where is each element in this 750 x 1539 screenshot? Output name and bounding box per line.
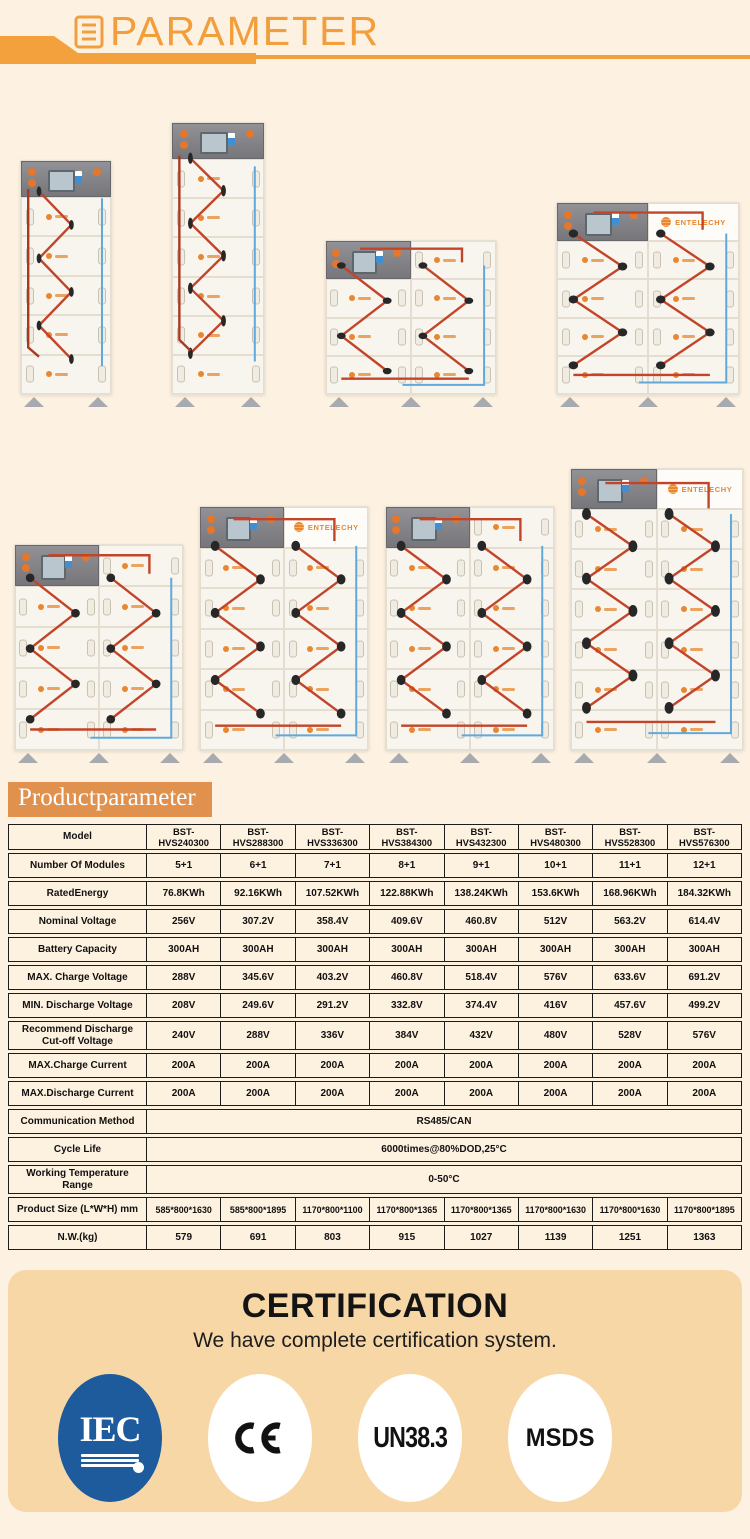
battery-module [326,356,411,394]
product-gallery-row-2 [0,420,750,778]
battery-module [172,316,264,355]
table-cell: 288V [221,1022,295,1049]
certification-badges [0,1374,702,1502]
battery-module [386,629,470,670]
battery-module [648,356,739,394]
battery-module [200,588,284,629]
table-row [8,853,742,878]
battery-tower-5+1 [20,160,112,410]
battery-module [21,197,111,236]
table-cell: 576V [692,1030,716,1041]
table-cell: 249.6V [221,994,295,1017]
table-cell: 803 [296,1226,370,1249]
table-cell: 1170*800*1100 [296,1198,370,1221]
table-cell: 307.2V [221,910,295,933]
table-span-cell: 6000times@80%DOD,25°C [381,1144,507,1155]
certification-badge-msds: MSDS [508,1374,612,1502]
brand-logo-icon [294,522,304,532]
table-cell: 200A [370,1082,444,1105]
page-title: PARAMETER [110,8,381,54]
table-cell: 457.6V [593,994,667,1017]
table-cell: 579 [147,1226,221,1249]
table-cell: 1251 [593,1226,667,1249]
table-cell: BST-HVS480300 [519,825,593,849]
table-cell: BST-HVS528300 [593,825,667,849]
battery-module [470,548,554,589]
battery-module [21,315,111,354]
row-label: Product Size (L*W*H) mm [9,1198,147,1221]
table-cell: 5+1 [147,854,221,877]
battery-module [21,276,111,315]
table-cell: 300AH [296,938,370,961]
table-cell: 480V [519,1022,593,1049]
table-cell: 200A [692,1060,717,1071]
battery-tower-11+1 [385,506,555,766]
battery-module [557,279,648,317]
certification-badge-iec: IEC [58,1374,162,1502]
table-row [8,1081,742,1106]
control-unit [200,507,284,548]
battery-module [99,627,183,668]
battery-module [411,356,496,394]
battery-module [284,710,368,751]
table-row [8,1137,742,1162]
brand-logo: ENTELECHY [284,507,368,548]
table-cell: 256V [147,910,221,933]
table-cell: 168.96KWh [593,882,667,905]
row-label: MAX. Charge Voltage [9,966,147,989]
table-cell: 416V [519,994,593,1017]
row-label: MIN. Discharge Voltage [9,994,147,1017]
table-cell: 499.2V [688,1000,721,1011]
table-cell: 12+1 [693,860,716,871]
table-cell: 200A [296,1054,370,1077]
battery-module [172,198,264,237]
control-unit [326,241,411,279]
battery-module [470,629,554,670]
certification-title: CERTIFICATION [241,1287,509,1325]
battery-module [648,279,739,317]
tower-feet [171,395,265,410]
table-span-cell: 0-50°C [428,1174,460,1185]
table-cell: 633.6V [593,966,667,989]
table-cell: 200A [147,1054,221,1077]
battery-module [21,236,111,275]
table-row [8,1165,742,1194]
row-label: Model [9,825,147,849]
control-unit [571,469,657,509]
battery-module [172,237,264,276]
table-cell: 7+1 [296,854,370,877]
table-row [8,1197,742,1222]
table-cell: 1027 [445,1226,519,1249]
control-unit [172,123,264,159]
table-span-cell: RS485/CAN [416,1116,472,1127]
battery-module [99,668,183,709]
ce-mark-icon [231,1420,289,1456]
table-cell: 10+1 [519,854,593,877]
battery-module [571,670,657,710]
row-label: MAX.Charge Current [9,1054,147,1077]
battery-module [15,586,99,627]
table-row [8,824,742,850]
table-cell: 200A [147,1082,221,1105]
battery-module [172,159,264,198]
table-row [8,1225,742,1250]
battery-module [284,588,368,629]
battery-module [657,509,743,549]
table-cell: 614.4V [688,916,721,927]
table-cell: 915 [370,1226,444,1249]
table-cell: 1170*800*1365 [445,1198,519,1221]
tower-feet [570,751,744,766]
battery-module [571,589,657,629]
battery-tower-9+1 [14,544,184,766]
battery-module [386,710,470,751]
battery-module [657,589,743,629]
row-label: Number Of Modules [9,854,147,877]
battery-module [15,668,99,709]
table-cell: BST-HVS336300 [296,825,370,849]
certification-subtitle: We have complete certification system. [193,1329,557,1352]
table-cell: 1170*800*1895 [673,1204,735,1215]
table-row [8,937,742,962]
table-cell: 432V [445,1022,519,1049]
battery-module [326,279,411,317]
table-row [8,1109,742,1134]
table-cell: 585*800*1630 [147,1198,221,1221]
table-cell: 200A [445,1082,519,1105]
table-cell: 345.6V [221,966,295,989]
table-cell: BST-HVS576300 [679,826,730,848]
table-cell: BST-HVS432300 [445,825,519,849]
table-cell: 1170*800*1630 [519,1198,593,1221]
table-cell: BST-HVS288300 [221,825,295,849]
battery-module [21,355,111,394]
tower-feet [385,751,555,766]
table-cell: 358.4V [296,910,370,933]
battery-tower-7+1 [325,240,497,410]
row-label: Nominal Voltage [9,910,147,933]
row-label: MAX.Discharge Current [9,1082,147,1105]
table-cell: 92.16KWh [221,882,295,905]
battery-module [200,629,284,670]
battery-module [15,627,99,668]
tower-feet [325,395,497,410]
table-cell: 288V [147,966,221,989]
table-cell: 200A [221,1054,295,1077]
brand-logo-icon [661,217,671,227]
table-cell: 691.2V [688,972,721,983]
row-label: Recommend Discharge Cut-off Voltage [9,1022,147,1049]
battery-module [571,710,657,750]
table-cell: 200A [445,1054,519,1077]
battery-module [557,356,648,394]
table-cell: 291.2V [296,994,370,1017]
battery-module [470,588,554,629]
battery-module [200,669,284,710]
battery-module [386,669,470,710]
table-cell: 200A [370,1054,444,1077]
table-row [8,965,742,990]
battery-module [657,630,743,670]
table-cell: 208V [147,994,221,1017]
battery-module [99,586,183,627]
brand-logo: ENTELECHY [657,469,743,509]
table-cell: 300AH [221,938,295,961]
table-cell: 138.24KWh [445,882,519,905]
battery-module [557,241,648,279]
control-unit [386,507,470,548]
battery-module [284,548,368,589]
tower-feet [14,751,184,766]
table-cell: 336V [296,1022,370,1049]
table-cell: 122.88KWh [370,882,444,905]
table-cell: 200A [519,1054,593,1077]
table-cell: 6+1 [221,854,295,877]
table-cell: 512V [519,910,593,933]
table-cell: 1363 [693,1232,716,1243]
table-cell: 300AH [445,938,519,961]
table-cell: 200A [296,1082,370,1105]
table-cell: 576V [519,966,593,989]
table-cell: 1170*800*1365 [370,1198,444,1221]
certification-panel [8,1270,742,1512]
table-cell: 374.4V [445,994,519,1017]
table-cell: 691 [221,1226,295,1249]
table-cell: 563.2V [593,910,667,933]
tower-feet [199,751,369,766]
tower-feet [556,395,740,410]
row-label: N.W.(kg) [9,1226,147,1249]
brand-logo-icon [668,484,678,494]
table-cell: 200A [593,1082,667,1105]
document-lines-icon [74,15,104,54]
battery-module [470,669,554,710]
product-gallery-row-1 [0,88,750,420]
battery-module [557,318,648,356]
battery-module [571,549,657,589]
battery-module [657,549,743,589]
row-label: Cycle Life [9,1138,147,1161]
table-row [8,1021,742,1050]
battery-module [411,318,496,356]
table-cell: 528V [593,1022,667,1049]
row-label: Battery Capacity [9,938,147,961]
table-cell: 240V [147,1022,221,1049]
table-cell: 460.8V [370,966,444,989]
table-cell: 518.4V [445,966,519,989]
table-cell: 8+1 [370,854,444,877]
battery-module [411,241,496,279]
spec-table [8,824,742,1250]
parameter-header [0,0,750,88]
table-row [8,993,742,1018]
battery-module [470,710,554,751]
table-cell: 384V [370,1022,444,1049]
battery-module [386,548,470,589]
battery-module [571,630,657,670]
control-unit [15,545,99,586]
table-cell: 200A [519,1082,593,1105]
row-label: RatedEnergy [9,882,147,905]
row-label: Working Temperature Range [9,1166,147,1193]
table-row [8,1053,742,1078]
table-cell: 300AH [688,944,720,955]
battery-tower-10+1 [199,506,369,766]
section-title: Productparameter [8,782,212,817]
control-unit [21,161,111,197]
battery-tower-8+1 [556,202,740,410]
battery-module [648,318,739,356]
table-cell: 11+1 [593,854,667,877]
battery-module [657,710,743,750]
table-cell: 300AH [147,938,221,961]
table-cell: 585*800*1895 [221,1198,295,1221]
brand-logo: ENTELECHY [648,203,739,241]
table-cell: 300AH [370,938,444,961]
battery-module [200,710,284,751]
table-cell: 9+1 [445,854,519,877]
tower-feet [20,395,112,410]
table-cell: 1139 [519,1226,593,1249]
certification-badge-ce [208,1374,312,1502]
control-unit [557,203,648,241]
battery-module [99,709,183,750]
table-cell: 332.8V [370,994,444,1017]
table-cell: 200A [692,1088,717,1099]
table-cell: 1170*800*1630 [593,1198,667,1221]
table-row [8,881,742,906]
table-cell: BST-HVS240300 [147,825,221,849]
battery-module [284,669,368,710]
battery-module [200,548,284,589]
battery-module [648,241,739,279]
battery-tower-12+1 [570,468,744,766]
battery-tower-6+1 [171,122,265,410]
table-cell: 300AH [593,938,667,961]
battery-module [284,629,368,670]
table-row [8,909,742,934]
battery-module [99,545,183,586]
battery-module [386,588,470,629]
table-cell: 107.52KWh [296,882,370,905]
battery-module [326,318,411,356]
table-cell: 460.8V [445,910,519,933]
table-cell: 153.6KWh [519,882,593,905]
table-cell: 403.2V [296,966,370,989]
battery-module [571,509,657,549]
battery-module [657,670,743,710]
table-cell: 300AH [519,938,593,961]
certification-badge-un38.3: UN38.3 [358,1374,462,1502]
table-cell: 76.8KWh [147,882,221,905]
table-cell: BST-HVS384300 [370,825,444,849]
battery-module [470,507,554,548]
table-cell: 184.32KWh [677,888,731,899]
table-cell: 200A [593,1054,667,1077]
battery-module [411,279,496,317]
battery-module [15,709,99,750]
row-label: Communication Method [9,1110,147,1133]
table-cell: 409.6V [370,910,444,933]
table-cell: 200A [221,1082,295,1105]
battery-module [172,355,264,394]
battery-module [172,277,264,316]
